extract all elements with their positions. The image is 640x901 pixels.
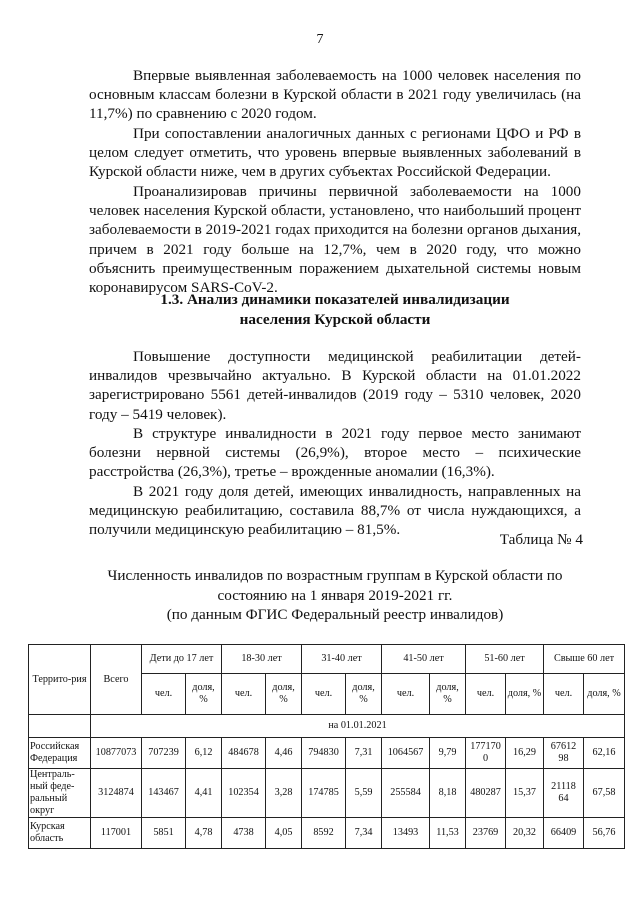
count-cell: 1064567 (382, 738, 430, 769)
share-cell: 16,29 (506, 738, 544, 769)
subheader-share: доля, % (430, 674, 466, 715)
header-age-group: 51-60 лет (466, 645, 544, 674)
paragraph: Впервые выявленная заболеваемость на 1000 человек населения по основным классам болезни в Курской области в 2021 году увеличилась (на 11,7%) по сравнению с 2020 годом. (89, 67, 581, 123)
subheader-count: чел. (544, 674, 584, 715)
date-cell: на 01.01.2021 (91, 715, 625, 738)
share-cell: 8,18 (430, 769, 466, 818)
subheader-share: доля, % (266, 674, 302, 715)
count-cell: 5851 (142, 818, 186, 849)
paragraph: При сопоставлении аналогичных данных с регионами ЦФО и РФ в целом следует отметить, что уровень впервые выявленных заболеваний в Курской области ниже, чем в других субъектах Российской Федерации. (89, 125, 581, 181)
count-cell: 794830 (302, 738, 346, 769)
share-cell: 20,32 (506, 818, 544, 849)
share-cell: 62,16 (584, 738, 625, 769)
header-total: Всего (91, 645, 142, 715)
share-cell: 3,28 (266, 769, 302, 818)
subheader-count: чел. (382, 674, 430, 715)
header-territory: Террито-рия (29, 645, 91, 715)
count-cell: 102354 (222, 769, 266, 818)
total-cell: 3124874 (91, 769, 142, 818)
territory-cell: Российская Федерация (29, 738, 91, 769)
share-cell: 11,53 (430, 818, 466, 849)
territory-cell: Курская область (29, 818, 91, 849)
count-cell: 4738 (222, 818, 266, 849)
section-title-line: 1.3. Анализ динамики показателей инвалидизации (160, 291, 510, 308)
subheader-share: доля, % (584, 674, 625, 715)
empty-cell (29, 715, 91, 738)
share-cell: 4,78 (186, 818, 222, 849)
count-cell: 67612 98 (544, 738, 584, 769)
count-cell: 255584 (382, 769, 430, 818)
count-cell: 480287 (466, 769, 506, 818)
header-age-group: Свыше 60 лет (544, 645, 625, 674)
page-number: 7 (316, 32, 324, 47)
section-title (89, 290, 581, 329)
subheader-count: чел. (466, 674, 506, 715)
share-cell: 15,37 (506, 769, 544, 818)
share-cell: 5,59 (346, 769, 382, 818)
table-number: Таблица № 4 (499, 531, 583, 548)
subheader-count: чел. (142, 674, 186, 715)
count-cell: 174785 (302, 769, 346, 818)
paragraph: В 2021 году доля детей, имеющих инвалидность, направленных на медицинскую реабилитацию, составила 88,7% от числа нуждающихся, а получили медицинскую реабилитацию – 81,5%. (89, 483, 581, 539)
share-cell: 4,05 (266, 818, 302, 849)
total-cell: 10877073 (91, 738, 142, 769)
share-cell: 9,79 (430, 738, 466, 769)
share-cell: 7,34 (346, 818, 382, 849)
count-cell: 143467 (142, 769, 186, 818)
count-cell: 66409 (544, 818, 584, 849)
paragraph: Проанализировав причины первичной заболеваемости на 1000 человек населения Курской области, установлено, что наибольший процент заболеваемости в 2019-2021 годах приходится на болезни органов дыхания, причем в 2021 году больше на 12,7%, чем в 2020 году, что можно объяснить преимущественным поражением дыхательной системы новым коронавирусом SARS-CoV-2. (89, 183, 581, 297)
section-title-line: населения Курской области (239, 310, 431, 328)
share-cell: 7,31 (346, 738, 382, 769)
header-age-group: 41-50 лет (382, 645, 466, 674)
share-cell: 67,58 (584, 769, 625, 818)
subheader-share: доля, % (186, 674, 222, 715)
count-cell: 8592 (302, 818, 346, 849)
count-cell: 23769 (466, 818, 506, 849)
subheader-share: доля, % (506, 674, 544, 715)
count-cell: 177170 0 (466, 738, 506, 769)
territory-cell: Централь-ный феде-ральный округ (29, 769, 91, 818)
header-age-group: 18-30 лет (222, 645, 302, 674)
table-date-row (29, 715, 625, 738)
share-cell: 4,41 (186, 769, 222, 818)
table-caption (89, 566, 581, 625)
table-caption-line: состоянию на 1 января 2019-2021 гг. (217, 586, 453, 604)
count-cell: 484678 (222, 738, 266, 769)
subheader-share: доля, % (346, 674, 382, 715)
header-age-group: 31-40 лет (302, 645, 382, 674)
disability-table (28, 644, 625, 849)
table-row (29, 818, 625, 849)
table-header-row (29, 645, 625, 674)
share-cell: 4,46 (266, 738, 302, 769)
total-cell: 117001 (91, 818, 142, 849)
subheader-count: чел. (302, 674, 346, 715)
count-cell: 13493 (382, 818, 430, 849)
paragraph: В структуре инвалидности в 2021 году первое место занимают болезни нервной системы (26,9%), второе место – психические расстройства (26,3%), третье – врожденные аномалии (16,3%). (89, 425, 581, 481)
paragraph: Повышение доступности медицинской реабилитации детей-инвалидов чрезвычайно актуально. В Курской области на 01.01.2022 зарегистрировано 5561 детей-инвалидов (2019 году – 5310 человек, 2020 году – 5419 человек). (89, 348, 581, 423)
count-cell: 21118 64 (544, 769, 584, 818)
count-cell: 707239 (142, 738, 186, 769)
header-age-group: Дети до 17 лет (142, 645, 222, 674)
share-cell: 6,12 (186, 738, 222, 769)
table-row (29, 738, 625, 769)
table-caption-line: (по данным ФГИС Федеральный реестр инвалидов) (166, 606, 504, 624)
subheader-count: чел. (222, 674, 266, 715)
table-row (29, 769, 625, 818)
table-caption-line: Численность инвалидов по возрастным группам в Курской области по (107, 567, 563, 584)
share-cell: 56,76 (584, 818, 625, 849)
